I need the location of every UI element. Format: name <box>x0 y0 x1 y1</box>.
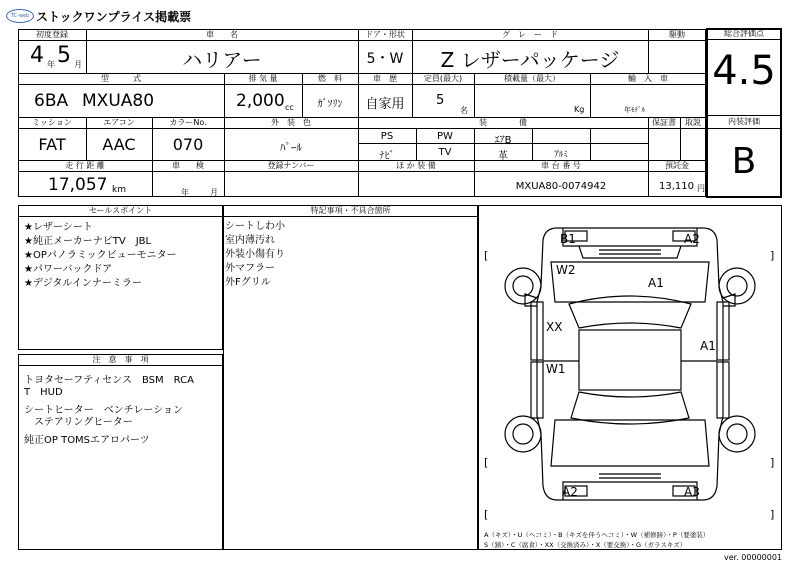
sales-points-list <box>24 221 177 291</box>
label-import: 輸 入 車 <box>628 74 668 83</box>
label-ext-color: 外 装 色 <box>271 118 311 127</box>
label-load: 積載量（最大） <box>504 74 560 83</box>
overall-score: 4.5 <box>712 48 776 94</box>
list-item: 室内薄汚れ <box>225 235 275 246</box>
reg-year-unit: 年 <box>47 60 55 69</box>
label-mileage: 走 行 距 離 <box>65 161 105 170</box>
label-manual: 取説 <box>685 118 701 127</box>
ext-color: ﾊﾟｰﾙ <box>280 141 302 154</box>
grade: Z レザーパッケージ <box>440 48 620 72</box>
deposit: 13,110 <box>659 181 694 192</box>
damage-mark-a2-top: A2 <box>684 232 700 246</box>
label-interior-score: 内装評価 <box>728 117 760 126</box>
label-car-name: 車 名 <box>206 30 238 39</box>
color-no: 070 <box>172 135 204 154</box>
model-prefix: 6BA <box>34 91 69 111</box>
bracket: [ <box>484 456 489 469</box>
list-item: ★純正メーカーナビTV JBL <box>24 236 152 247</box>
label-sales-points: セールスポイント <box>88 206 153 215</box>
label-grade: グ レ ー ド <box>502 30 558 39</box>
list-item: 外装小傷有り <box>225 249 285 260</box>
logo: TC-web <box>6 9 34 23</box>
bracket: ] <box>770 508 775 521</box>
label-color-no: カラーNo. <box>169 118 207 127</box>
history: 自家用 <box>365 97 405 112</box>
list-item: シートしわ小 <box>225 221 285 232</box>
label-chassis-no: 車 台 番 号 <box>541 161 581 170</box>
bracket: ] <box>770 456 775 469</box>
car-name: ハリアー <box>182 48 262 72</box>
load-unit: Kg <box>574 105 585 114</box>
label-mission: ミッション <box>32 118 72 127</box>
door-shape: 5・W <box>366 51 404 67</box>
label-other-equipment: ほ か 装 備 <box>396 161 436 170</box>
label-plate: 登録ナンバー <box>267 161 315 170</box>
label-special-notes: 特記事項・不具合箇所 <box>310 206 391 215</box>
version: ver. 00000001 <box>724 553 783 562</box>
displacement: 2,000 <box>236 91 285 111</box>
legend-line-2: S（錆）・C（腐食）・XX（交換済み）・X（要交換）・G（ガラスキズ） <box>484 541 687 549</box>
list-item: ★デジタルインナーミラー <box>24 278 142 289</box>
bracket: [ <box>484 508 489 521</box>
legend-line-1: A（キズ）・U（ヘコミ）・B（キズを伴うヘコミ）・W（補修跡）・P（要塗装） <box>484 531 710 539</box>
label-door-shape: ドア・形状 <box>365 30 405 39</box>
special-notes-list <box>225 220 285 290</box>
car-damage-diagram <box>479 206 781 526</box>
reg-year: 4 <box>30 43 44 68</box>
year-model-unit: 年ﾓﾃﾞﾙ <box>624 106 645 114</box>
label-aircon: エアコン <box>103 118 135 127</box>
label-history: 車 歴 <box>373 74 397 83</box>
damage-mark-a3: A3 <box>684 485 700 499</box>
bracket: [ <box>484 249 489 262</box>
list-item: ★OPパノラミックビューモニター <box>24 250 177 261</box>
aircon: AAC <box>102 135 136 154</box>
label-overall-score: 総合評価点 <box>724 29 764 38</box>
fuel: ｶﾞｿﾘﾝ <box>317 99 343 110</box>
label-displacement: 排 気 量 <box>248 74 278 83</box>
bracket: ] <box>770 249 775 262</box>
reg-month: 5 <box>57 43 71 68</box>
damage-mark-b1: B1 <box>560 232 576 246</box>
damage-mark-a1-top: A1 <box>648 276 664 290</box>
label-model: 型 式 <box>101 74 141 83</box>
list-item: ★パワーバックドア <box>24 264 113 275</box>
equip-navi: ﾅﾋﾞ <box>379 151 395 162</box>
equip-tv: TV <box>438 147 452 158</box>
list-item: トヨタセーフティセンス BSM RCA <box>24 375 194 386</box>
label-notes: 注 意 事 項 <box>92 355 149 364</box>
capacity-unit: 名 <box>460 106 468 115</box>
list-item: ★レザーシート <box>24 222 93 233</box>
equip-alumi: ｱﾙﾐ <box>554 150 568 160</box>
capacity: 5 <box>436 93 445 108</box>
label-drive: 駆動 <box>669 30 685 39</box>
reg-month-unit: 月 <box>74 60 82 69</box>
damage-mark-a2-bottom: A2 <box>562 485 578 499</box>
list-item: シートヒーター ベンチレーション <box>24 405 183 416</box>
list-item: 外Fグリル <box>225 277 271 288</box>
label-first-reg: 初度登録 <box>36 30 68 39</box>
damage-mark-a1-right: A1 <box>700 339 716 353</box>
page-title: ストックワンプライス掲載票 <box>36 10 192 24</box>
list-item: T HUD <box>24 387 63 398</box>
equip-pw: PW <box>437 131 453 142</box>
inspection-month-unit: 月 <box>210 188 218 197</box>
model: MXUA80 <box>82 91 155 111</box>
label-equipment: 装 備 <box>479 118 527 127</box>
equip-ab: ｴｱB <box>494 135 512 146</box>
label-inspection: 車 検 <box>172 161 204 170</box>
chassis-no: MXUA80-0074942 <box>515 181 607 192</box>
notes-list <box>24 375 194 447</box>
damage-mark-w1: W1 <box>546 362 566 376</box>
label-capacity: 定員(最大) <box>423 74 463 83</box>
inspection-year-unit: 年 <box>181 188 189 197</box>
mission: FAT <box>38 135 66 154</box>
mileage: 17,057 <box>48 175 108 195</box>
equip-leather: 革 <box>498 151 508 162</box>
mileage-unit: km <box>112 185 126 195</box>
list-item: 外マフラー <box>225 263 275 274</box>
deposit-unit: 円 <box>697 184 705 193</box>
label-fuel: 燃 料 <box>318 74 342 83</box>
damage-mark-xx: XX <box>546 320 563 334</box>
displacement-unit: cc <box>285 103 294 112</box>
equip-ps: PS <box>380 131 394 142</box>
label-warranty: 保証書 <box>652 118 676 127</box>
label-deposit: 預託金 <box>665 161 689 170</box>
interior-score: B <box>731 141 757 182</box>
list-item: 純正OP TOMSエアロパーツ <box>24 435 150 446</box>
list-item: ステアリングヒーター <box>24 417 133 428</box>
damage-mark-w2: W2 <box>556 263 576 277</box>
